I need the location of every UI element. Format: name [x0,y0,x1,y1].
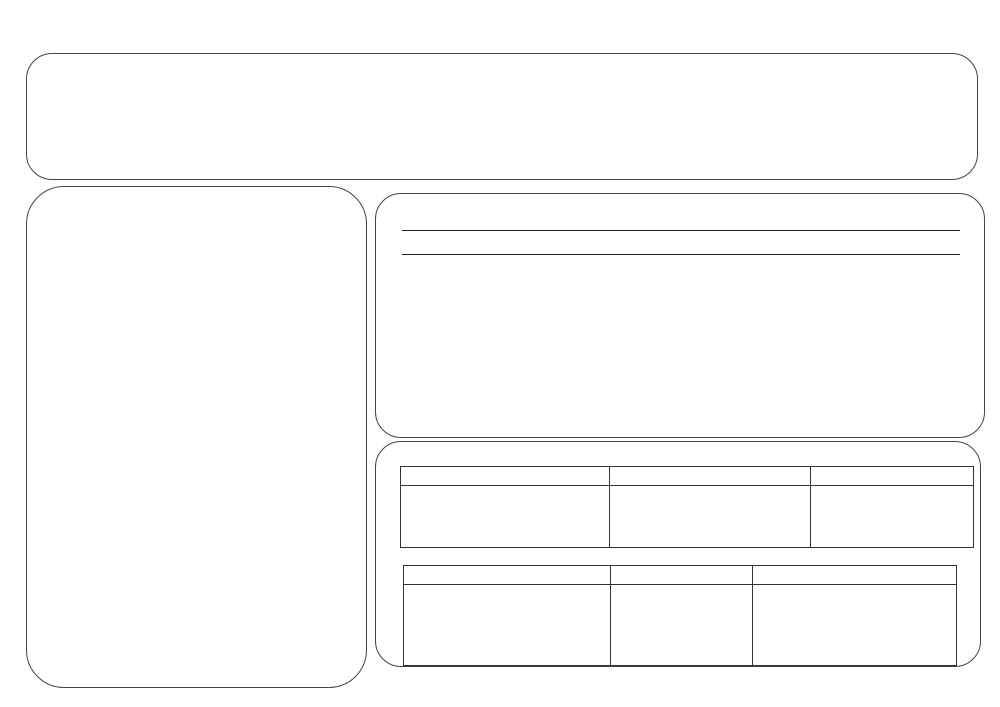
column-header-in [404,566,611,585]
list-item [616,490,804,509]
un-cell [753,585,957,666]
logo-mark-icon [694,672,716,694]
list-item [616,509,804,528]
list-item [410,627,604,646]
list-item [759,646,950,665]
column-header-im [811,467,974,486]
list-item [759,589,950,608]
list-item [407,509,603,528]
phrasal-verbs-box [375,193,985,438]
liveworksheets-logo[interactable] [694,668,994,698]
negative-prefixes-box [375,441,981,667]
column-header-il [610,467,811,486]
list-item [407,528,603,547]
list-item [817,490,967,509]
words-box [26,186,367,688]
list-item [817,509,967,528]
im-cell [811,486,974,548]
list-item [759,608,950,627]
list-item [407,490,603,509]
prefix-table-2 [403,565,957,666]
writing-line [402,254,960,255]
column-header-dis [401,467,610,486]
dis-cell [401,486,610,548]
in-cell [404,585,611,666]
il-cell [610,486,811,548]
list-item [759,627,950,646]
column-header-un [753,566,957,585]
exploration-box [26,53,978,180]
list-item [617,589,746,608]
writing-line [402,230,960,231]
list-item [410,589,604,608]
list-item [410,608,604,627]
column-header-ir [611,566,753,585]
prefix-table-1 [400,466,974,548]
ir-cell [611,585,753,666]
